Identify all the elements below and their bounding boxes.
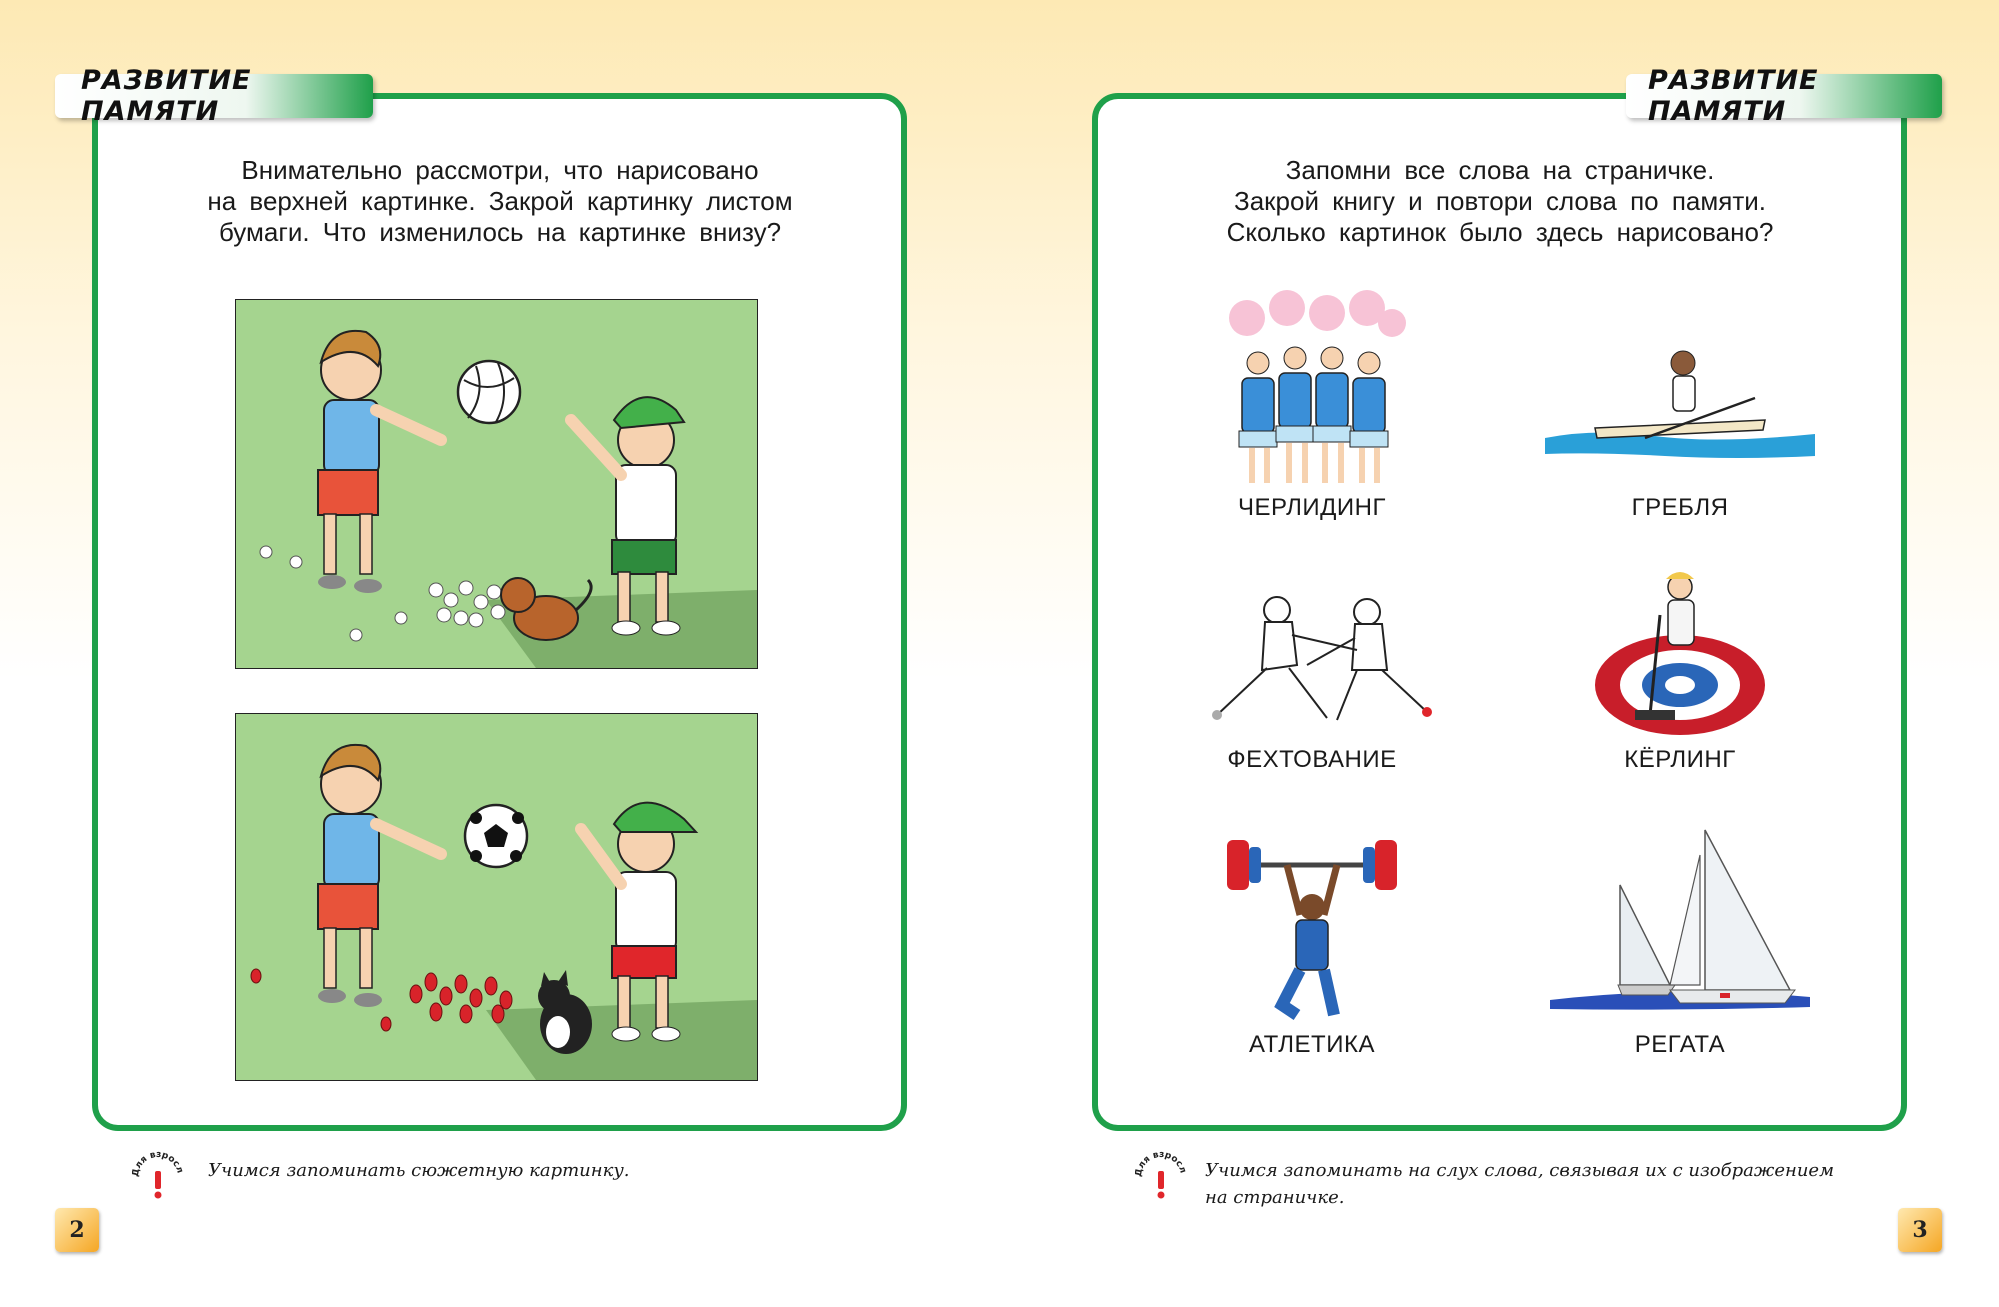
sport-item-cheerleading xyxy=(1162,288,1462,522)
instruction-line: Запомни все слова на страничке. xyxy=(1285,155,1715,185)
for-adults-badge-label: ля взросл xyxy=(133,1149,184,1175)
right-section-title-tab xyxy=(1626,65,1942,127)
regatta-icon xyxy=(1550,825,1810,1025)
fencing-icon xyxy=(1177,590,1447,740)
top-scene-drawing xyxy=(236,300,757,668)
instruction-line: бумаги. Что изменилось на картинке внизу? xyxy=(218,217,782,247)
sport-item-curling xyxy=(1530,565,1830,774)
boy-left-figure xyxy=(318,745,441,1007)
sport-item-athletics xyxy=(1162,825,1462,1059)
left-adult-note: Учимся запоминать сюжетную картинку. xyxy=(208,1160,630,1181)
sport-label: ЧЕРЛИДИНГ xyxy=(1238,494,1386,521)
sport-item-rowing xyxy=(1530,288,1830,522)
instruction-line: Закрой книгу и повтори слова по памяти. xyxy=(1233,186,1767,216)
left-section-title: РАЗВИТИЕ ПАМЯТИ xyxy=(81,65,252,127)
for-adults-badge-right xyxy=(1135,1147,1187,1207)
sport-label: АТЛЕТИКА xyxy=(1249,1031,1375,1058)
soccer-ball-icon xyxy=(465,805,527,867)
left-section-title-tab xyxy=(55,65,373,127)
cheerleaders-icon xyxy=(1217,288,1407,488)
for-adults-badge-label: ля взросл xyxy=(1136,1149,1187,1175)
volleyball-icon xyxy=(458,361,520,423)
top-scene-illustration xyxy=(235,299,758,669)
right-adult-note xyxy=(1205,1157,1885,1211)
page-number-right: 3 xyxy=(1898,1208,1942,1252)
instruction-line: Внимательно рассмотри, что нарисовано xyxy=(241,155,759,185)
bottom-scene-drawing xyxy=(236,714,757,1080)
for-adults-badge-left xyxy=(132,1147,184,1207)
weightlifting-icon xyxy=(1222,825,1402,1025)
right-section-title: РАЗВИТИЕ ПАМЯТИ xyxy=(1648,65,1819,127)
note-line: на страничке. xyxy=(1205,1187,1345,1208)
sport-label: КЁРЛИНГ xyxy=(1624,746,1736,773)
instruction-line: Сколько картинок было здесь нарисовано? xyxy=(1226,217,1774,247)
left-instruction xyxy=(150,155,850,248)
instruction-line: на верхней картинке. Закрой картинку листом xyxy=(207,186,793,216)
boy-left-figure xyxy=(318,331,441,593)
sport-label: РЕГАТА xyxy=(1634,1031,1726,1058)
sport-label: ГРЕБЛЯ xyxy=(1631,494,1729,521)
sport-label: ФЕХТОВАНИЕ xyxy=(1227,746,1397,773)
page-number-left: 2 xyxy=(55,1208,99,1252)
cat-icon xyxy=(538,970,592,1054)
note-line: Учимся запоминать на слух слова, связывая их с изображением xyxy=(1205,1160,1835,1181)
sport-item-fencing xyxy=(1162,590,1462,774)
daisy-flowers xyxy=(260,546,505,641)
curling-icon xyxy=(1580,565,1780,740)
rowing-icon xyxy=(1535,288,1825,488)
sport-item-regatta xyxy=(1530,825,1830,1059)
right-instruction xyxy=(1150,155,1850,248)
bottom-scene-illustration xyxy=(235,713,758,1081)
